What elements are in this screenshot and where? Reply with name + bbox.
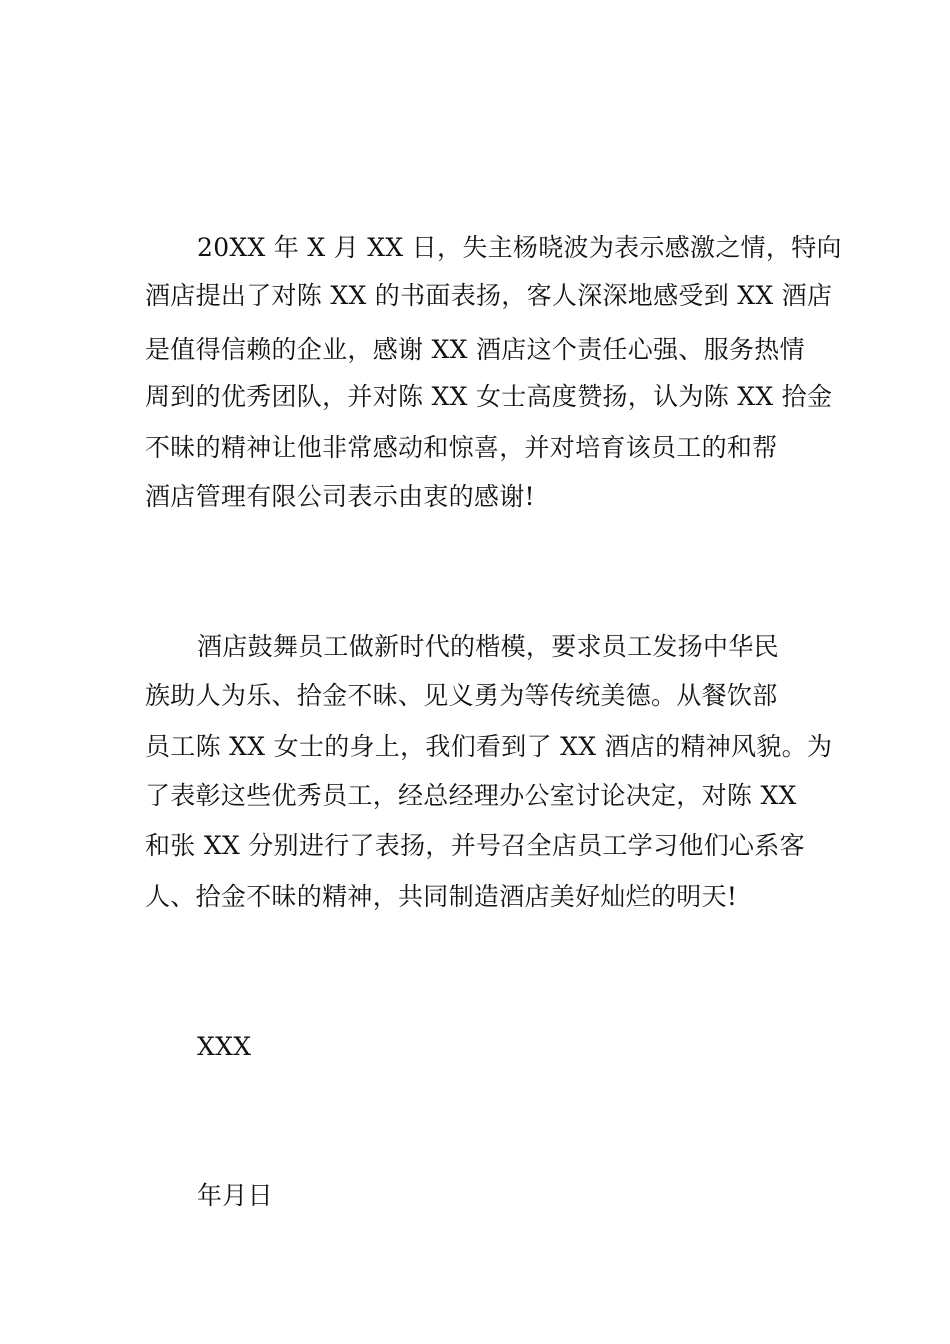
paragraph-1-line-4: 周到的优秀团队，并对陈 XX 女士高度赞扬，认为陈 XX 拾金 <box>145 382 833 411</box>
paragraph-2-line-6: 人、拾金不昧的精神，共同制造酒店美好灿烂的明天! <box>145 882 738 911</box>
paragraph-2-line-3: 员工陈 XX 女士的身上，我们看到了 XX 酒店的精神风貌。为 <box>145 732 833 761</box>
paragraph-2-line-2: 族助人为乐、拾金不昧、见义勇为等传统美德。从餐饮部 <box>145 681 778 710</box>
paragraph-2-line-4: 了表彰这些优秀员工，经总经理办公室讨论决定，对陈 XX <box>145 781 797 810</box>
paragraph-1-line-5: 不昧的精神让他非常感动和惊喜，并对培育该员工的和帮 <box>145 433 778 462</box>
date-line: 年月日 <box>197 1181 273 1210</box>
paragraph-2-line-1: 酒店鼓舞员工做新时代的楷模，要求员工发扬中华民 <box>197 632 779 661</box>
paragraph-1-line-2: 酒店提出了对陈 XX 的书面表扬，客人深深地感受到 XX 酒店 <box>145 281 833 310</box>
paragraph-1-line-3: 是值得信赖的企业，感谢 XX 酒店这个责任心强、服务热情 <box>145 335 805 364</box>
signature: XXX <box>197 1032 252 1061</box>
paragraph-1-line-6: 酒店管理有限公司表示由衷的感谢! <box>145 482 535 511</box>
paragraph-2-line-5: 和张 XX 分别进行了表扬，并号召全店员工学习他们心系客 <box>145 831 805 860</box>
paragraph-1-line-1: 20XX 年 X 月 XX 日，失主杨晓波为表示感激之情，特向 <box>197 233 842 262</box>
